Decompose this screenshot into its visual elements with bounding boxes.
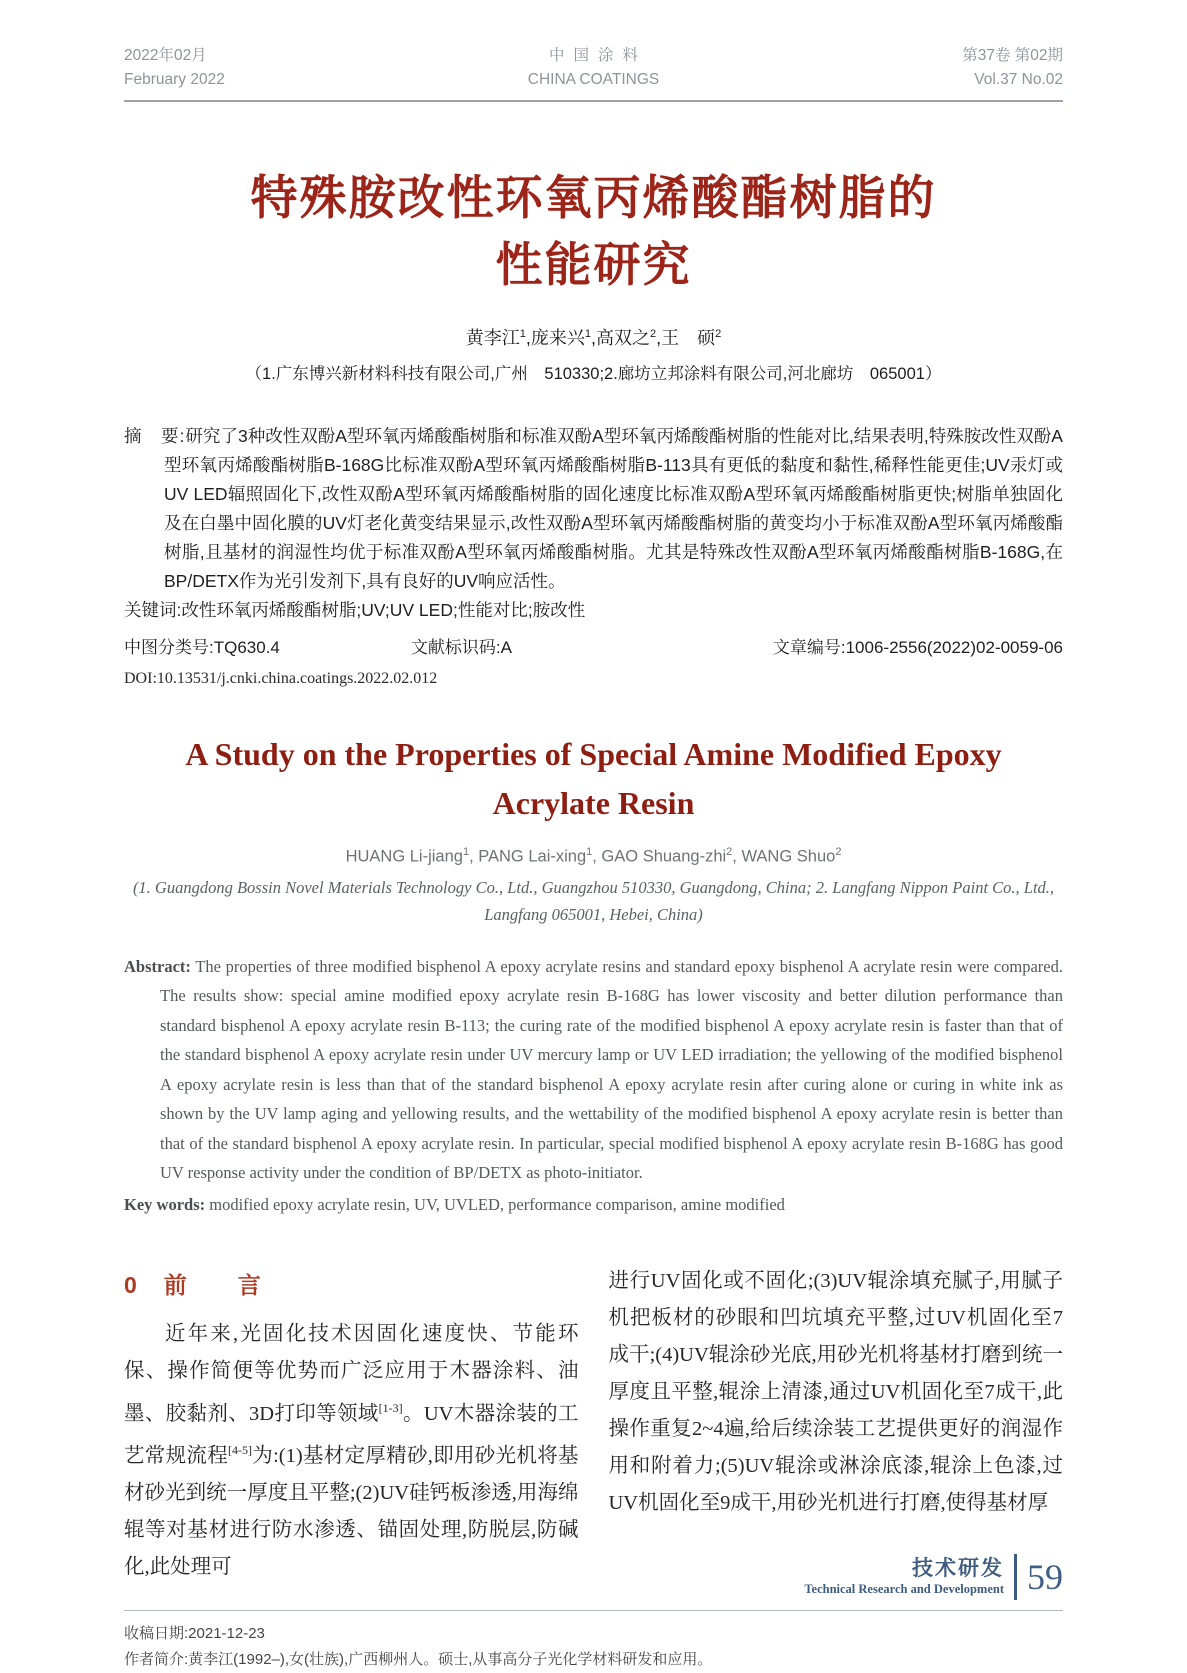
page-footer xyxy=(804,1554,1063,1600)
keywords-cn-text: 改性环氧丙烯酸酯树脂;UV;UV LED;性能对比;胺改性 xyxy=(181,600,586,620)
author-name: , PANG Lai-xing xyxy=(469,847,587,866)
affiliation-en: (1. Guangdong Bossin Novel Materials Technology Co., Ltd., Guangzhou 510330, Guangdong, China; 2. Langfang Nippon Paint Co., Ltd., Langfang 065001, Hebei, China) xyxy=(132,877,1055,924)
keywords-cn-label: 关键词: xyxy=(124,600,182,620)
header-journal-cn: 中国涂料 xyxy=(548,47,647,64)
abstract-en xyxy=(124,952,1063,1188)
header-date-cn: 2022年02月 xyxy=(124,47,207,64)
author-name: ,庞来兴 xyxy=(525,328,585,348)
author-name: , WANG Shuo xyxy=(732,847,836,866)
author-name: HUANG Li-jiang xyxy=(345,847,463,866)
footnote xyxy=(124,1610,1063,1673)
header-journal xyxy=(344,44,843,92)
keywords-cn xyxy=(124,596,1063,625)
received-date: 收稿日期:2021-12-23 xyxy=(124,1625,265,1643)
article-title-cn-line2: 性能研究 xyxy=(495,238,692,291)
body-text: 。UV木器涂装的工艺常规流程 xyxy=(124,1402,579,1468)
author-name: ,高双之 xyxy=(590,328,650,348)
author-name: , GAO Shuang-zhi xyxy=(592,847,727,866)
section-title: 前 言 xyxy=(163,1271,275,1298)
abstract-en-label: Abstract: xyxy=(124,956,191,976)
page-number: 59 xyxy=(1027,1557,1063,1597)
article-title-en xyxy=(124,730,1063,828)
header-issue-en: Vol.37 No.02 xyxy=(974,71,1063,88)
article-title-cn xyxy=(124,164,1063,298)
author-name: 黄李江 xyxy=(465,328,520,348)
clc-number: 中图分类号:TQ630.4 xyxy=(124,638,280,657)
author-affil-ref: 2 xyxy=(650,328,657,340)
header-issue-cn: 第37卷 第02期 xyxy=(962,47,1063,64)
body-text: 为:(1)基材定厚精砂,即用砂光机将基材砂光到统一厚度且平整;(2)UV硅钙板渗透,用海绵辊等对基材进行防水渗透、锚固处理,防脱层,防碱化,此处理可 xyxy=(124,1445,579,1579)
body-paragraph: 进行UV固化或不固化;(3)UV辊涂填充腻子,用腻子机把板材的砂眼和凹坑填充平整,过UV机固化至7成干;(4)UV辊涂砂光底,用砂光机将基材打磨到统一厚度且平整,辊涂上清漆,通过UV机固化至7成干,此操作重复2~4遍,给后续涂装工艺提供更好的润湿作用和附着力;(5)UV辊涂或淋涂底漆,辊涂上色漆,过UV机固化至9成干,用砂光机进行打磨,使得基材厚 xyxy=(608,1269,1063,1514)
author-affil-ref: 1 xyxy=(519,328,526,340)
keywords-en-text: modified epoxy acrylate resin, UV, UVLED, performance comparison, amine modified xyxy=(209,1194,785,1214)
author-affil-ref: 2 xyxy=(835,846,842,858)
body-columns xyxy=(124,1263,1063,1587)
abstract-cn-text: 研究了3种改性双酚A型环氧丙烯酸酯树脂和标准双酚A型环氧丙烯酸酯树脂的性能对比,结果表明,特殊胺改性双酚A型环氧丙烯酸酯树脂B-168G比标准双酚A型环氧丙烯酸酯树脂B-113具有更低的黏度和黏性,稀释性能更佳;UV汞灯或UV LED辐照固化下,改性双酚A型环氧丙烯酸酯树脂的固化速度比标准双酚A型环氧丙烯酸酯树脂更快;树脂单独固化及在白墨中固化膜的UV灯老化黄变结果显示,改性双酚A型环氧丙烯酸酯树脂的黄变均小于标准双酚A型环氧丙烯酸酯树脂,且基材的润湿性均优于标准双酚A型环氧丙烯酸酯树脂。尤其是特殊改性双酚A型环氧丙烯酸酯树脂B-168G,在BP/DETX作为光引发剂下,具有良好的UV响应活性。 xyxy=(164,426,1063,591)
header-issue xyxy=(843,44,1063,92)
author-affil-ref: 1 xyxy=(462,846,470,858)
author-affil-ref: 2 xyxy=(715,328,722,340)
section-number: 0 xyxy=(124,1271,138,1298)
authors-en xyxy=(124,846,1063,867)
header-journal-en: CHINA COATINGS xyxy=(527,71,660,88)
author-bio: 作者简介:黄李江(1992–),女(壮族),广西柳州人。硕士,从事高分子光化学材料研发和应用。 xyxy=(124,1651,713,1669)
body-text: 近年来,光固化技术因固化速度快、节能环保、操作简便等优势而广泛应用于木器涂料、油墨、胶黏剂、3D打印等领域 xyxy=(124,1322,579,1425)
abstract-cn-label: 摘 要: xyxy=(124,426,186,446)
author-name: ,王 硕 xyxy=(656,328,716,348)
keywords-en-label: Key words: xyxy=(124,1194,206,1214)
authors-cn xyxy=(124,324,1063,350)
header-date xyxy=(124,44,344,92)
body-column-right xyxy=(609,1263,1064,1587)
running-head xyxy=(124,44,1063,102)
classification-row xyxy=(124,633,1063,658)
document-code: 文献标识码:A xyxy=(410,638,512,657)
article-title-en-line1: A Study on the Properties of Special Amine Modified Epoxy xyxy=(185,736,1002,772)
category-en: Technical Research and Development xyxy=(804,1581,1004,1596)
header-date-en: February 2022 xyxy=(124,71,225,88)
keywords-en xyxy=(124,1190,1063,1219)
article-title-en-line2: Acrylate Resin xyxy=(492,785,695,821)
journal-page xyxy=(0,44,1187,1669)
category-block xyxy=(804,1557,1004,1598)
section-heading xyxy=(124,1267,579,1300)
category-cn: 技术研发 xyxy=(912,1556,1004,1580)
affiliation-cn: （1.广东博兴新材料科技有限公司,广州 510330;2.廊坊立邦涂料有限公司,河北廊坊 065001） xyxy=(245,365,942,383)
abstract-cn xyxy=(124,422,1063,596)
abstract-en-text: The properties of three modified bisphenol A epoxy acrylate resins and standard epoxy bisphenol A acrylate resin were compared. The results show: special amine modified epoxy acrylate resin B-168G has lower viscosity and better dilution performance than standard bisphenol A epoxy acrylate resin B-113; the curing rate of the modified bisphenol A epoxy acrylate resin is faster than that of the standard bisphenol A epoxy acrylate resin under UV mercury lamp or UV LED irradiation; the yellowing of the modified bisphenol A epoxy acrylate resin is less than that of the standard bisphenol A epoxy acrylate resin after curing alone or curing in white ink as shown by the UV lamp aging and yellowing results, and the wettability of the modified bisphenol A epoxy acrylate resin is better than that of the standard bisphenol A epoxy acrylate resin. In particular, special modified bisphenol A epoxy acrylate resin B-168G has good UV response activity under the condition of BP/DETX as photo-initiator. xyxy=(160,956,1063,1182)
body-column-left xyxy=(124,1263,579,1587)
body-paragraph xyxy=(124,1316,579,1587)
citation-ref: [4-5] xyxy=(228,1443,252,1458)
article-number: 文章编号:1006-2556(2022)02-0059-06 xyxy=(772,638,1063,657)
author-affil-ref: 2 xyxy=(726,846,733,858)
citation-ref: [1-3] xyxy=(378,1400,403,1415)
doi: DOI:10.13531/j.cnki.china.coatings.2022.02.012 xyxy=(124,670,438,687)
footer-divider xyxy=(1014,1554,1017,1600)
author-affil-ref: 1 xyxy=(584,328,591,340)
author-affil-ref: 1 xyxy=(586,846,593,858)
article-title-cn-line1: 特殊胺改性环氧丙烯酸酯树脂的 xyxy=(250,171,937,224)
